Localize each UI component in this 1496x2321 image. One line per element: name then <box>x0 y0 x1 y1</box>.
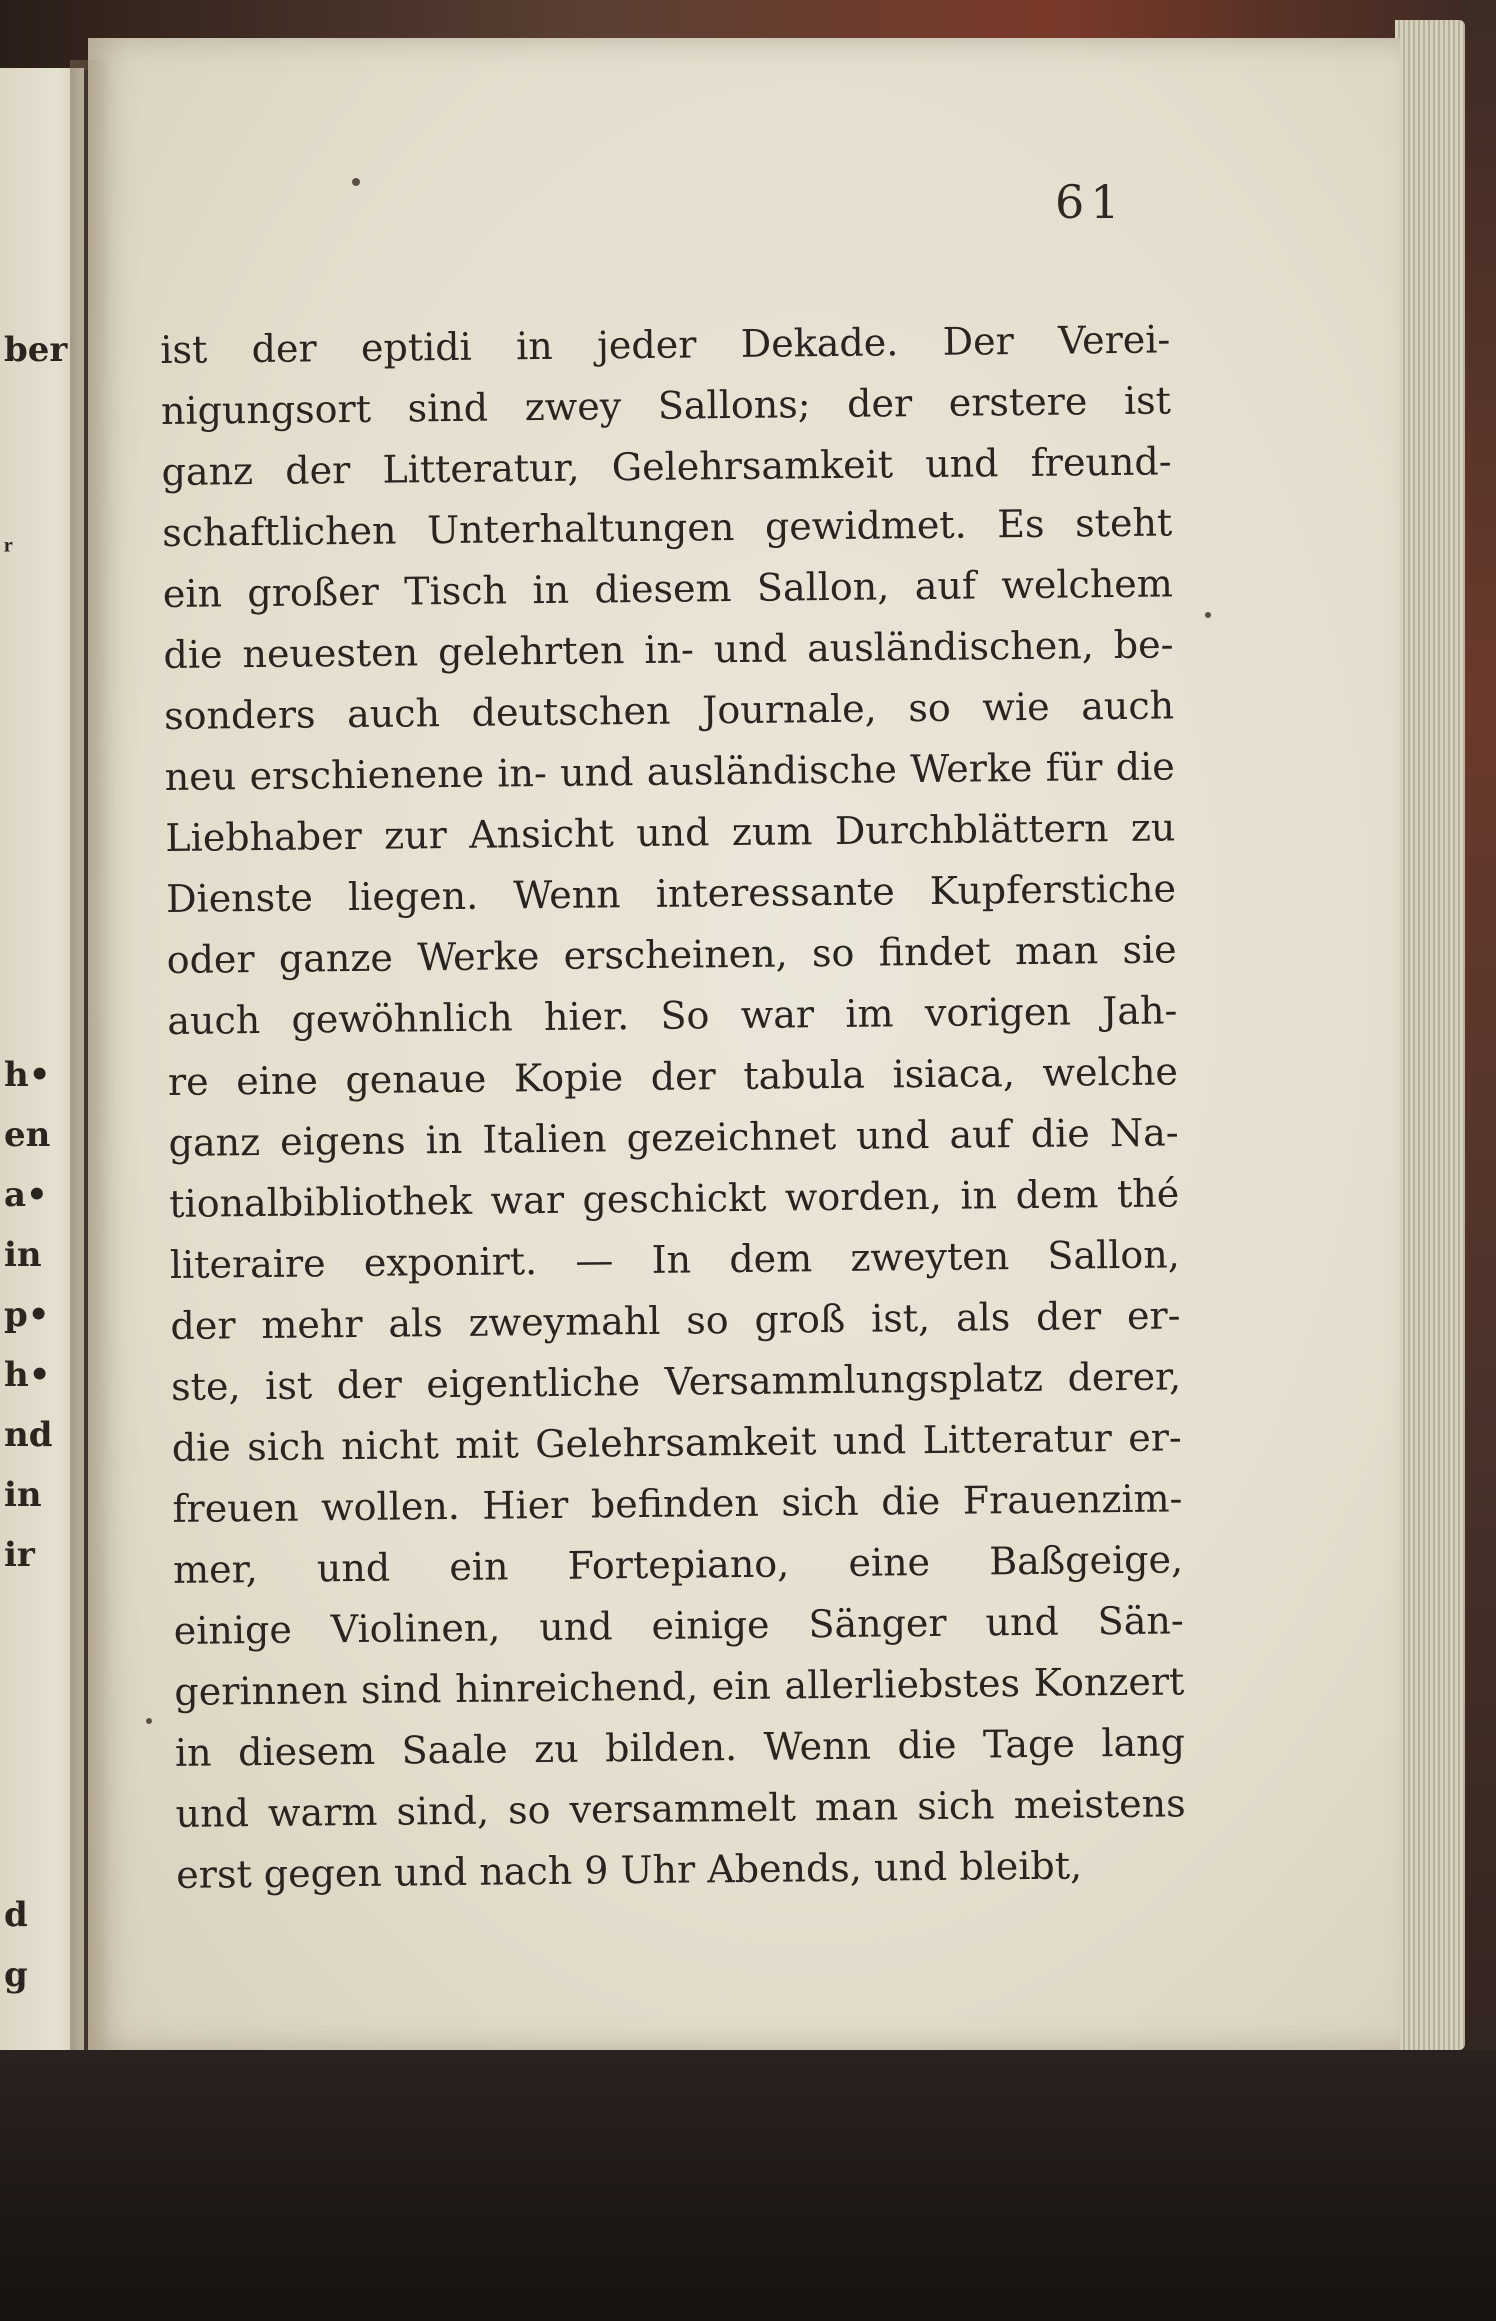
text-line: mer, und ein Fortepiano, eine Baßgeige, <box>172 1537 1184 1592</box>
text-line: tionalbibliothek war geschickt worden, in dem thé <box>169 1171 1180 1226</box>
ink-speck <box>352 178 360 186</box>
text-line: einige Violinen, und einige Sänger und Sän- <box>173 1598 1184 1653</box>
ink-speck <box>1205 612 1211 618</box>
left-fragment: en <box>4 1115 51 1155</box>
text-line: ein großer Tisch in diesem Sallon, auf welchem <box>162 561 1174 616</box>
text-line: auch gewöhnlich hier. So war im vorigen Jah- <box>167 988 1178 1043</box>
text-line: Dienste liegen. Wenn interessante Kupferstiche <box>165 866 1177 921</box>
text-line: und warm sind, so versammelt man sich meistens <box>175 1781 1186 1836</box>
text-line: oder ganze Werke erscheinen, so findet man sie <box>166 927 1177 982</box>
page-edges <box>1395 20 1465 2050</box>
left-fragment: h• <box>4 1055 51 1095</box>
text-line: nigungsort sind zwey Sallons; der erstere ist <box>160 378 1172 433</box>
text-line: freuen wollen. Hier befinden sich die Frauenzim- <box>172 1476 1183 1531</box>
ink-speck <box>146 1718 152 1724</box>
left-fragment: g <box>4 1955 28 1995</box>
body-text <box>160 309 1187 1905</box>
left-fragment: ber <box>4 330 68 370</box>
text-line: Liebhaber zur Ansicht und zum Durchblättern zu <box>165 805 1176 860</box>
left-fragment: p• <box>4 1295 50 1335</box>
text-line: die sich nicht mit Gelehrsamkeit und Litteratur er- <box>171 1415 1182 1470</box>
text-line: in diesem Saale zu bilden. Wenn die Tage lang <box>174 1720 1186 1775</box>
text-line: ste, ist der eigentliche Versammlungsplatz derer, <box>170 1354 1182 1409</box>
text-line: ist der eptidi in jeder Dekade. Der Verei- <box>160 317 1171 372</box>
text-line: erst gegen und nach 9 Uhr Abends, und bleibt, <box>176 1843 1083 1897</box>
text-line: ganz eigens in Italien gezeichnet und auf die Na- <box>168 1110 1179 1165</box>
left-fragment: nd <box>4 1415 53 1455</box>
text-line: die neuesten gelehrten in- und ausländischen, be- <box>163 622 1174 677</box>
left-fragment: h• <box>4 1355 51 1395</box>
text-line: der mehr als zweymahl so groß ist, als der er- <box>170 1293 1181 1348</box>
text-line: re eine genaue Kopie der tabula isiaca, welche <box>167 1049 1179 1104</box>
left-fragment: a• <box>4 1175 48 1215</box>
left-fragment: d <box>4 1895 28 1935</box>
book-cover-right <box>1460 0 1496 2321</box>
left-page-text-fragments <box>0 0 84 2321</box>
text-line: literaire exponirt. — In dem zweyten Sallon, <box>169 1232 1181 1287</box>
text-line: schaftlichen Unterhaltungen gewidmet. Es steht <box>162 500 1173 555</box>
left-fragment: ͬ <box>4 530 13 570</box>
text-line: neu erschienene in- und ausländische Werke für die <box>164 744 1175 799</box>
background-surface <box>0 2050 1496 2321</box>
text-line: sonders auch deutschen Journale, so wie auch <box>163 683 1175 738</box>
text-line: gerinnen sind hinreichend, ein allerliebstes Konzert <box>174 1659 1185 1714</box>
text-line: ganz der Litteratur, Gelehrsamkeit und freund- <box>161 439 1172 494</box>
page-number: 61 <box>1055 175 1126 229</box>
left-fragment: ir <box>4 1535 35 1575</box>
left-fragment: in <box>4 1475 42 1515</box>
left-fragment: in <box>4 1235 42 1275</box>
